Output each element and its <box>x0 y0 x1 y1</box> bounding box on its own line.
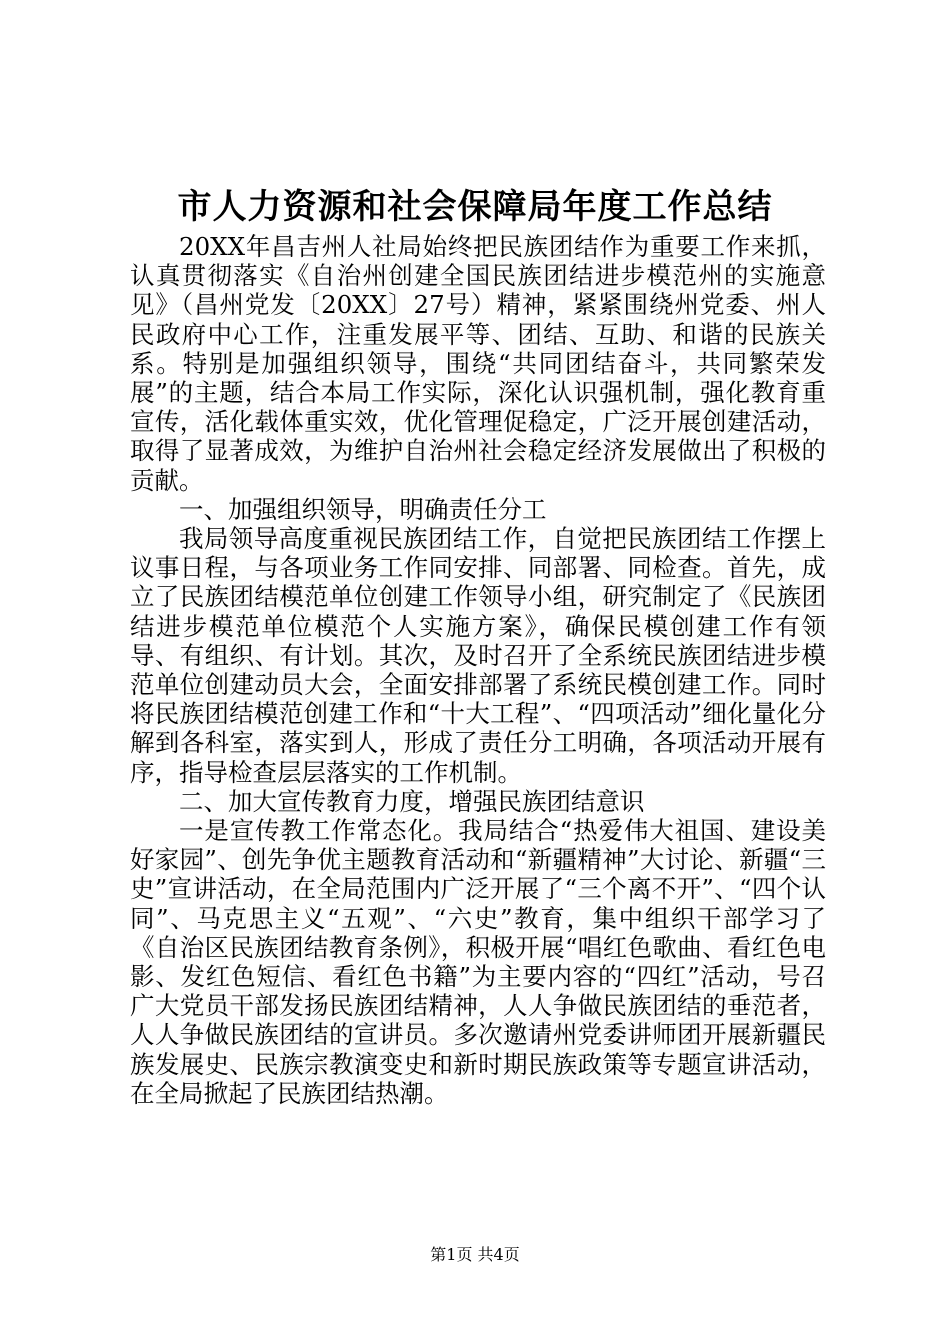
paragraph-section-2: 一是宣传教工作常态化。我局结合“热爱伟大祖国、建设美好家园”、创先争优主题教育活动和“新疆精神”大讨论、新疆“三史”宣讲活动，在全局范围内广泛开展了“三个离不开”、“四个认同”、马克思主义“五观”、“六史”教育，集中组织干部学习了《自治区民族团结教育条例》，积极开展“唱红色歌曲、看红色电影、发红色短信、看红色书籍”为主要内容的“四红”活动，号召广大党员干部发扬民族团结精神，人人争做民族团结的垂范者，人人争做民族团结的宣讲员。多次邀请州党委讲师团开展新疆民族发展史、民族宗教演变史和新时期民族政策等专题宣讲活动，在全局掀起了民族团结热潮。 <box>130 816 826 1108</box>
paragraph-intro: 20XX年昌吉州人社局始终把民族团结作为重要工作来抓，认真贯彻落实《自治州创建全国民族团结进步模范州的实施意见》（昌州党发〔20XX〕27号）精神，紧紧围绕州党委、州人民政府中心工作，注重发展平等、团结、互助、和谐的民族关系。特别是加强组织领导，围绕“共同团结奋斗，共同繁荣发展”的主题，结合本局工作实际，深化认识强机制，强化教育重宣传，活化载体重实效，优化管理促稳定，广泛开展创建活动，取得了显著成效，为维护自治州社会稳定经济发展做出了积极的贡献。 <box>130 232 826 495</box>
document-title: 市人力资源和社会保障局年度工作总结 <box>177 187 773 227</box>
paragraph-section-1: 我局领导高度重视民族团结工作，自觉把民族团结工作摆上议事日程，与各项业务工作同安排、同部署、同检查。首先，成立了民族团结模范单位创建工作领导小组，研究制定了《民族团结进步模范单位模范个人实施方案》，确保民模创建工作有领导、有组织、有计划。其次，及时召开了全系统民族团结进步模范单位创建动员大会，全面安排部署了系统民模创建工作。同时将民族团结模范创建工作和“十大工程”、“四项活动”细化量化分解到各科室，落实到人，形成了责任分工明确，各项活动开展有序，指导检查层层落实的工作机制。 <box>130 524 826 787</box>
section-heading-1: 一、加强组织领导，明确责任分工 <box>179 494 547 524</box>
document-body <box>130 232 826 1108</box>
page-number-footer: 第1页 共4页 <box>430 1245 520 1264</box>
section-heading-2: 二、加大宣传教育力度，增强民族团结意识 <box>179 786 645 816</box>
